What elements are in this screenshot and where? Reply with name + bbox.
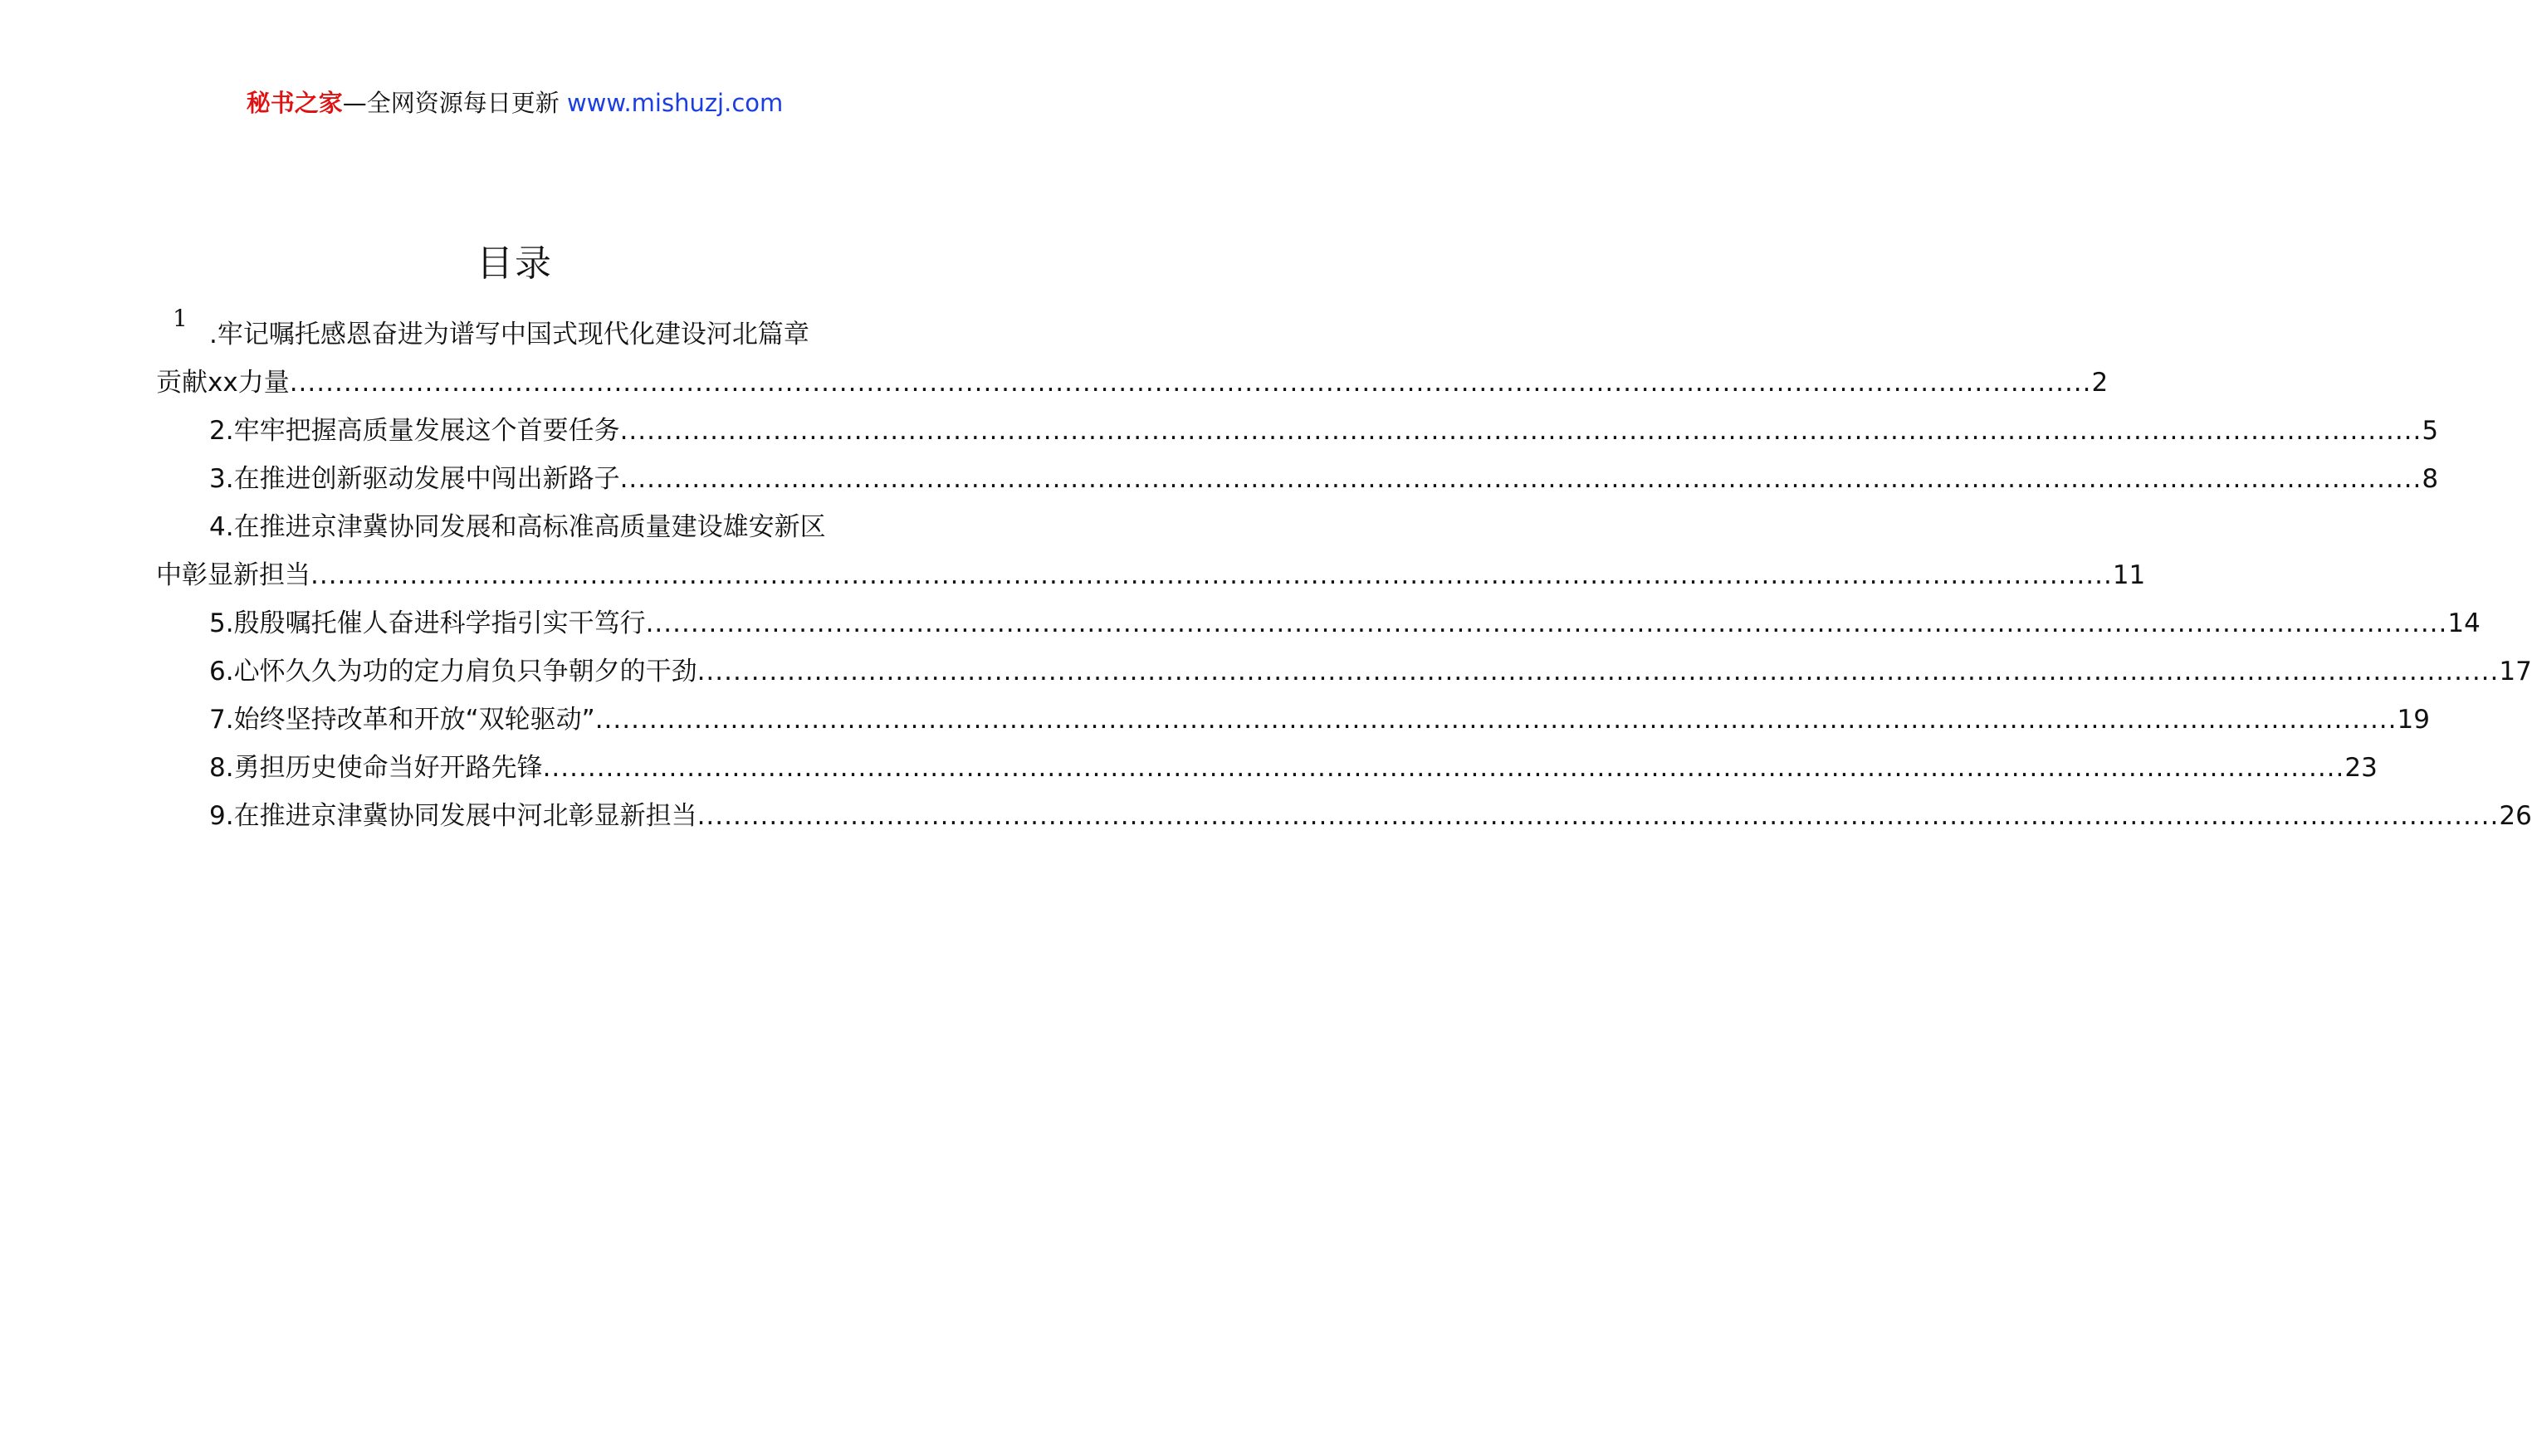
dot-leader: ........................................................................................................................................................................................................ [310,560,2113,590]
toc-entry-text: 6.心怀久久为功的定力肩负只争朝夕的干劲 [209,657,697,686]
toc-entry-1-line-1[interactable] [209,314,873,355]
toc-entry-text: 贡献xx力量 [156,368,290,398]
toc-entry-9[interactable] [209,795,2532,837]
toc-page-number: 8 [2422,464,2439,494]
dot-leader: ........................................................................................................................................................................................................ [619,416,2422,446]
dot-leader: ........................................................................................................................................................................................................ [594,705,2398,735]
dot-leader: ........................................................................................................................................................................................................ [645,608,2448,638]
page-title: 目录 [477,242,553,285]
site-header [0,86,1029,120]
toc-entry-6[interactable] [209,651,2532,692]
toc-entry-4-line-2[interactable] [156,555,2146,596]
toc-page-number: 11 [2112,560,2146,590]
toc-entry-2[interactable] [209,410,2439,452]
toc-entry-text: 中彰显新担当 [156,560,310,590]
toc-entry-text: 9.在推进京津冀协同发展中河北彰显新担当 [209,801,697,831]
dot-leader: ........................................................................................................................................................................................................ [697,657,2500,686]
dot-leader: ........................................................................................................................................................................................................ [542,753,2345,783]
toc-entry-7[interactable] [209,699,2430,740]
toc-entry-4-line-1[interactable] [209,506,873,548]
site-url-link[interactable]: www.mishuzj.com [566,89,784,117]
toc-entry-8[interactable] [209,747,2378,789]
toc-page-number: 23 [2344,753,2378,783]
dot-leader: ........................................................................................................................................................................................................ [619,464,2422,494]
toc-entry-text: 8.勇担历史使命当好开路先锋 [209,753,543,783]
toc-entry-text: 3.在推进创新驱动发展中闯出新路子 [209,464,620,494]
toc-entry-text: 4.在推进京津冀协同发展和高标准高质量建设雄安新区 [209,512,826,542]
toc-page-number: 26 [2499,801,2532,831]
toc-page-number: 17 [2499,657,2532,686]
toc-entry-1-line-2[interactable] [156,362,2109,403]
toc-page-number: 14 [2447,608,2481,638]
toc-page-number: 2 [2091,368,2109,398]
dot-leader: ........................................................................................................................................................................................................ [697,801,2500,831]
toc-entry-text: .牢记嘱托感恩奋进为谱写中国式现代化建设河北篇章 [209,320,809,349]
toc-entry-text: 7.始终坚持改革和开放“双轮驱动” [209,705,595,735]
header-slogan: —全网资源每日更新 [342,89,560,117]
toc-page-number: 5 [2422,416,2439,446]
page-number: 1 [173,305,188,332]
dot-leader: ........................................................................................................................................................................................................ [289,368,2092,398]
toc-entry-3[interactable] [209,458,2439,500]
toc-entry-text: 2.牢牢把握高质量发展这个首要任务 [209,416,620,446]
toc-entry-5[interactable] [209,603,2481,644]
brand-name: 秘书之家 [246,89,343,117]
toc-entry-text: 5.殷殷嘱托催人奋进科学指引实干笃行 [209,608,646,638]
toc-page-number: 19 [2397,705,2430,735]
